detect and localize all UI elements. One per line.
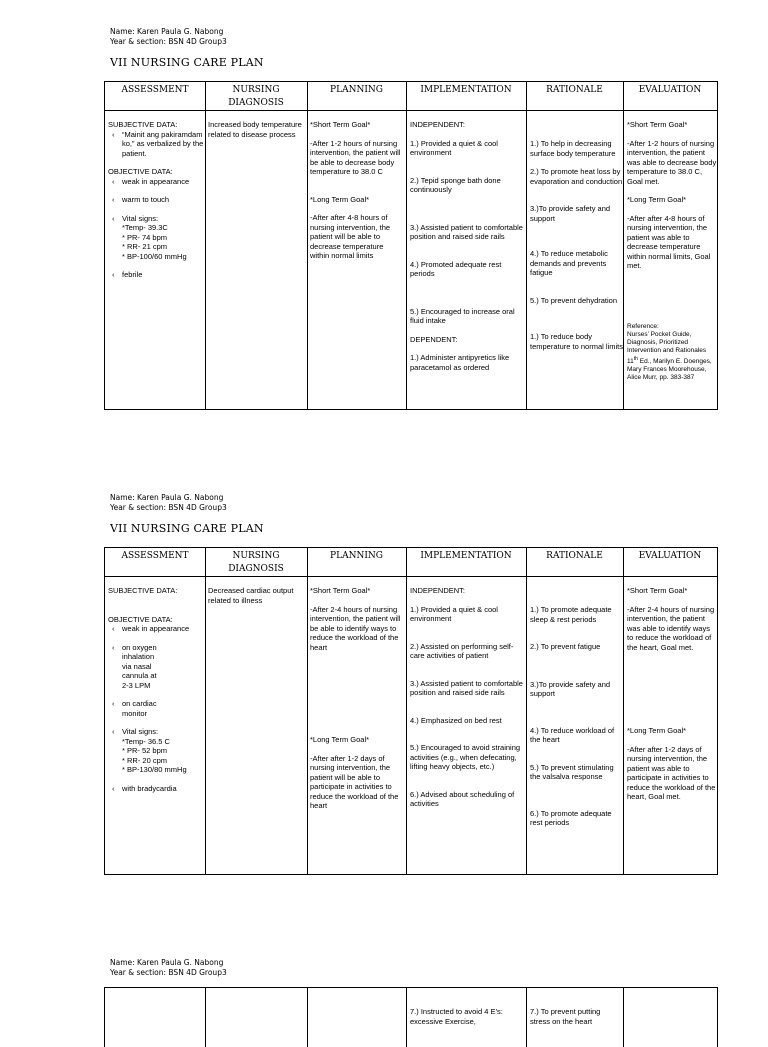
objective-febrile: febrile bbox=[122, 270, 143, 279]
eval-short-term-label: *Short Term Goal* bbox=[627, 586, 688, 595]
page-title: VII NURSING CARE PLAN bbox=[110, 522, 264, 535]
col-header-planning: PLANNING bbox=[330, 551, 383, 561]
col-header-diagnosis: NURSING DIAGNOSIS bbox=[228, 551, 284, 574]
student-name: Name: Karen Paula G. Nabong bbox=[110, 958, 224, 967]
objective-item bbox=[108, 195, 204, 205]
rationale-3: 3.)To provide safety and support bbox=[530, 679, 611, 698]
arrow-bullet-icon: ‹ bbox=[112, 783, 115, 793]
arrow-bullet-icon: ‹ bbox=[112, 129, 115, 139]
impl-item-4: 4.) Emphasized on bed rest bbox=[410, 715, 502, 725]
long-term-goal-label: *Long Term Goal* bbox=[310, 735, 370, 744]
impl-item-1: 1.) Provided a quiet & cool environment bbox=[410, 138, 498, 157]
vital-temp: *Temp- 36.5 C bbox=[122, 736, 170, 746]
short-term-goal: -After 2-4 hours of nursing intervention, the patient will be able to identify ways to reduce the workload of the heart bbox=[310, 604, 401, 652]
objective-item bbox=[108, 177, 204, 187]
vital-signs-label-item bbox=[108, 727, 204, 737]
arrow-bullet-icon: ‹ bbox=[112, 270, 115, 279]
eval-short-term-label: *Short Term Goal* bbox=[627, 120, 688, 129]
objective-weak: weak in appearance bbox=[122, 624, 190, 633]
short-term-goal-label: *Short Term Goal* bbox=[310, 120, 371, 129]
short-term-goal-label: *Short Term Goal* bbox=[310, 586, 371, 595]
implementation-cell bbox=[410, 120, 524, 381]
eval-long-term: -After after 1-2 days of nursing intervention, the patient was able to participate in activities to reduce the workload of the heart, Goal met. bbox=[627, 744, 716, 801]
subjective-label: SUBJECTIVE DATA: bbox=[108, 120, 178, 129]
vital-bp: * BP-100/60 mmHg bbox=[122, 251, 187, 261]
eval-long-term: -After after 4-8 hours of nursing intervention, the patient was able to decrease temperature within normal limits, Goal met. bbox=[627, 213, 711, 270]
care-plan-page-3 bbox=[0, 955, 768, 1024]
eval-long-term-label: *Long Term Goal* bbox=[627, 195, 687, 204]
impl-item-5: 5.) Encouraged to increase oral fluid intake bbox=[410, 306, 515, 325]
long-term-goal: -After after 1-2 days of nursing intervention, the patient will be able to participate in activities to reduce the workload of the heart bbox=[310, 753, 399, 810]
rationale-4: 4.) To reduce metabolic demands and prevents fatigue bbox=[530, 249, 608, 277]
arrow-bullet-icon: ‹ bbox=[112, 213, 115, 223]
col-header-rationale: RATIONALE bbox=[546, 551, 603, 561]
reference-edition: 11th Ed., Marilyn E. Doenges, Mary Frances Moorehouse, Alice Murr, pp. 383-387 bbox=[627, 355, 712, 381]
vital-temp: *Temp- 39.3C bbox=[122, 223, 168, 232]
dependent-label: DEPENDENT: bbox=[410, 334, 458, 344]
rationale-dep-1: 1.) To reduce body temperature to normal limits bbox=[530, 332, 623, 351]
impl-item-4: 4.) Promoted adequate rest periods bbox=[410, 259, 502, 278]
rationale-7: 7.) To prevent putting stress on the heart bbox=[530, 1007, 601, 1026]
rationale-4: 4.) To reduce workload of the heart bbox=[530, 725, 615, 744]
care-plan-page-2 bbox=[0, 490, 768, 890]
subjective-quote: “Mainit ang pakiramdam ko,” as verbalized by the patient. bbox=[122, 129, 204, 158]
care-plan-table bbox=[104, 81, 718, 410]
short-term-goal: -After 1-2 hours of nursing intervention, the patient will be able to decrease body temperature to 38.0 C bbox=[310, 138, 401, 176]
student-name: Name: Karen Paula G. Nabong bbox=[110, 27, 224, 36]
care-plan-table bbox=[104, 547, 718, 875]
vital-signs-label: Vital signs: bbox=[122, 213, 159, 223]
evaluation-cell bbox=[627, 120, 717, 382]
rationale-1: 1.) To help in decreasing surface body temperature bbox=[530, 139, 616, 158]
assessment-cell bbox=[108, 120, 204, 280]
care-plan-page-1 bbox=[0, 0, 768, 420]
impl-item-3: 3.) Assisted patient to comfortable position and raised side rails bbox=[410, 222, 523, 241]
objective-label: OBJECTIVE DATA: bbox=[108, 614, 173, 624]
year-section: Year & section: BSN 4D Group3 bbox=[110, 503, 227, 512]
objective-bradycardia: with bradycardia bbox=[122, 783, 177, 793]
evaluation-cell bbox=[627, 586, 717, 811]
vital-signs-label-item bbox=[108, 214, 204, 224]
impl-item-6: 6.) Advised about scheduling of activities bbox=[410, 789, 515, 808]
objective-item bbox=[108, 270, 204, 280]
diagnosis-cell: Decreased cardiac output related to illness bbox=[208, 586, 294, 605]
objective-item bbox=[108, 643, 204, 691]
reference-label: Reference: bbox=[627, 322, 659, 330]
diagnosis-cell: Increased body temperature related to disease process bbox=[208, 120, 302, 139]
arrow-bullet-icon: ‹ bbox=[112, 642, 115, 652]
dep-item-1: 1.) Administer antipyretics like paracetamol as ordered bbox=[410, 353, 510, 372]
col-header-implementation: IMPLEMENTATION bbox=[420, 551, 512, 561]
rationale-1: 1.) To promote adequate sleep & rest periods bbox=[530, 605, 612, 624]
long-term-goal: -After after 4-8 hours of nursing intervention, the patient will be able to decrease temperature within normal limits bbox=[310, 213, 391, 260]
vital-signs-label: Vital signs: bbox=[122, 727, 159, 736]
objective-monitor: on cardiac monitor bbox=[122, 699, 157, 718]
impl-item-1: 1.) Provided a quiet & cool environment bbox=[410, 604, 498, 623]
page-title: VII NURSING CARE PLAN bbox=[110, 56, 264, 69]
arrow-bullet-icon: ‹ bbox=[112, 699, 115, 708]
planning-cell bbox=[310, 586, 404, 820]
implementation-cell bbox=[410, 586, 524, 818]
objective-warm: warm to touch bbox=[122, 195, 170, 204]
objective-item bbox=[108, 699, 204, 718]
arrow-bullet-icon: ‹ bbox=[112, 195, 115, 204]
rationale-3: 3.)To provide safety and support bbox=[530, 204, 611, 223]
col-header-evaluation: EVALUATION bbox=[638, 85, 702, 95]
arrow-bullet-icon: ‹ bbox=[112, 176, 115, 186]
impl-item-7: 7.) Instructed to avoid 4 E’s: excessive Exercise, bbox=[410, 1007, 503, 1026]
reference-title: Nurses’ Pocket Guide, Diagnosis, Prioritized Intervention and Rationales bbox=[627, 330, 707, 354]
arrow-bullet-icon: ‹ bbox=[112, 624, 115, 633]
impl-item-2: 2.) Assisted on performing self-care activities of patient bbox=[410, 641, 514, 660]
vital-rr: * RR- 20 cpm bbox=[122, 755, 168, 765]
col-header-diagnosis: NURSING DIAGNOSIS bbox=[228, 85, 284, 108]
vital-pr: * PR- 52 bpm bbox=[122, 746, 168, 755]
long-term-goal-label: *Long Term Goal* bbox=[310, 194, 370, 204]
impl-item-5: 5.) Encouraged to avoid straining activities (e.g., when defecating, lifting heavy objects, etc.) bbox=[410, 743, 521, 771]
eval-long-term-label: *Long Term Goal* bbox=[627, 726, 687, 735]
rationale-cell bbox=[530, 605, 623, 837]
col-header-evaluation: EVALUATION bbox=[638, 551, 702, 561]
objective-oxygen: on oxygen inhalation via nasal cannula at 2-3 LPM bbox=[122, 642, 157, 690]
eval-short-term: -After 1-2 hours of nursing intervention, the patient was able to decrease body temperature to 38.0 C, Goal met. bbox=[627, 138, 717, 186]
eval-short-term: -After 2-4 hours of nursing intervention, the patient was able to identify ways to reduce the workload of the heart, Goal met. bbox=[627, 604, 715, 652]
student-name: Name: Karen Paula G. Nabong bbox=[110, 493, 224, 502]
care-plan-table bbox=[104, 987, 718, 1047]
independent-label: INDEPENDENT: bbox=[410, 120, 466, 129]
objective-label: OBJECTIVE DATA: bbox=[108, 167, 173, 176]
col-header-rationale: RATIONALE bbox=[546, 85, 603, 95]
col-header-assessment: ASSESSMENT bbox=[121, 551, 189, 561]
impl-item-3: 3.) Assisted patient to comfortable position and raised side rails bbox=[410, 678, 523, 697]
year-section: Year & section: BSN 4D Group3 bbox=[110, 968, 227, 977]
reference bbox=[627, 323, 717, 382]
rationale-5: 5.) To prevent stimulating the valsalva response bbox=[530, 762, 614, 781]
vital-pr: * PR- 74 bpm bbox=[122, 232, 168, 242]
col-header-implementation: IMPLEMENTATION bbox=[420, 85, 512, 95]
impl-item-2: 2.) Tepid sponge bath done continuously bbox=[410, 175, 501, 194]
rationale-5: 5.) To prevent dehydration bbox=[530, 295, 618, 305]
rationale-cell bbox=[530, 139, 623, 360]
col-header-assessment: ASSESSMENT bbox=[121, 85, 189, 95]
independent-label: INDEPENDENT: bbox=[410, 586, 466, 595]
planning-cell bbox=[310, 120, 404, 270]
rationale-2: 2.) To prevent fatigue bbox=[530, 642, 601, 651]
objective-item bbox=[108, 624, 204, 634]
col-header-planning: PLANNING bbox=[330, 85, 383, 95]
rationale-6: 6.) To promote adequate rest periods bbox=[530, 808, 612, 827]
arrow-bullet-icon: ‹ bbox=[112, 727, 115, 736]
year-section: Year & section: BSN 4D Group3 bbox=[110, 37, 227, 46]
rationale-2: 2.) To promote heat loss by evaporation and conduction bbox=[530, 167, 623, 186]
objective-weak: weak in appearance bbox=[122, 176, 190, 186]
subjective-label: SUBJECTIVE DATA: bbox=[108, 586, 178, 595]
vital-bp: * BP-130/80 mmHg bbox=[122, 765, 187, 774]
objective-item bbox=[108, 784, 204, 794]
subjective-quote-item bbox=[108, 130, 204, 159]
assessment-cell bbox=[108, 586, 204, 793]
vital-rr: * RR- 21 cpm bbox=[122, 242, 168, 251]
